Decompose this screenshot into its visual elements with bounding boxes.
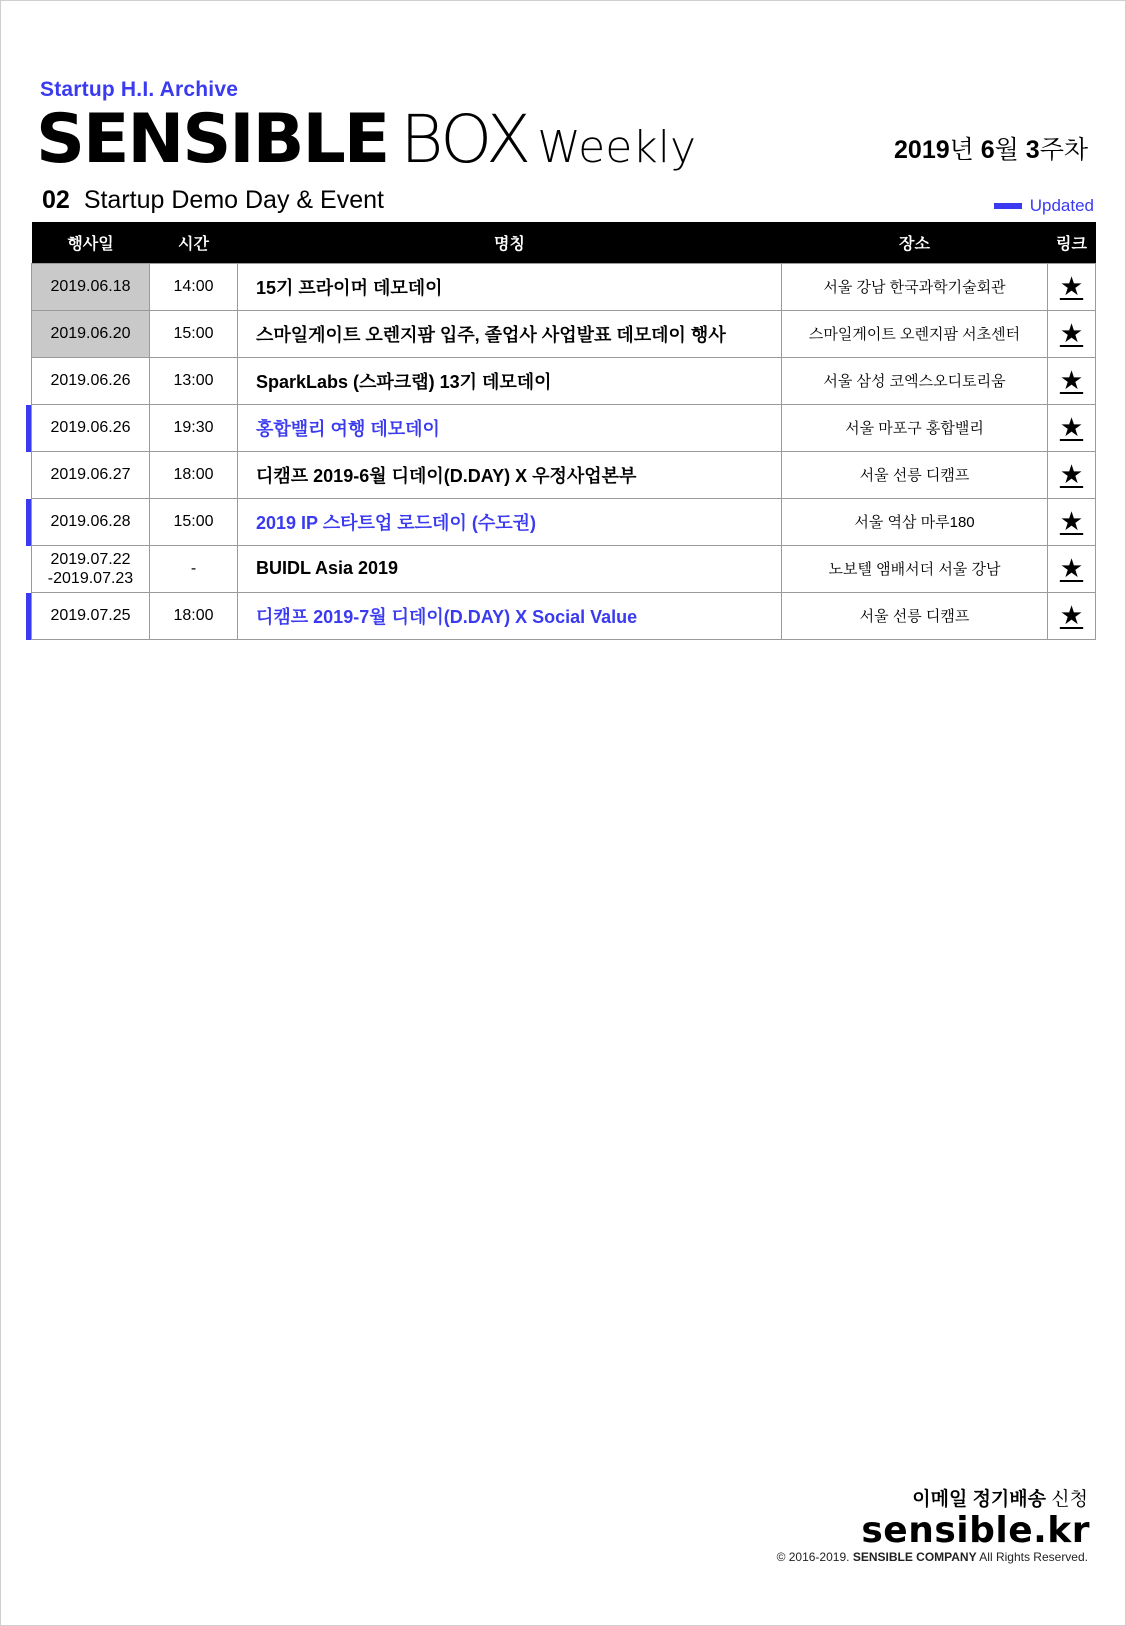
event-link[interactable] bbox=[1048, 545, 1096, 592]
brand-logo bbox=[36, 100, 697, 179]
archive-label: Startup H.I. Archive bbox=[40, 78, 239, 101]
issue-month-unit: 월 bbox=[994, 136, 1019, 164]
star-link-icon[interactable]: ★ bbox=[1059, 365, 1084, 395]
event-name: 홍합밸리 여행 데모데이 bbox=[238, 404, 782, 451]
subscribe-bold: 이메일 정기배송 bbox=[912, 1489, 1046, 1510]
issue-week-number: 3 bbox=[1025, 136, 1040, 164]
event-venue: 서울 역삼 마루180 bbox=[782, 498, 1048, 545]
copyright-years: © 2016-2019. bbox=[776, 1550, 850, 1564]
copyright-company: SENSIBLE COMPANY bbox=[852, 1550, 977, 1564]
table-row bbox=[32, 592, 1096, 639]
event-time: - bbox=[150, 545, 238, 592]
event-date: 2019.07.25 bbox=[32, 592, 150, 639]
event-link[interactable] bbox=[1048, 310, 1096, 357]
section-title bbox=[42, 186, 384, 215]
event-name: 2019 IP 스타트업 로드데이 (수도권) bbox=[238, 498, 782, 545]
updated-legend bbox=[994, 196, 1094, 216]
event-venue: 서울 강남 한국과학기술회관 bbox=[782, 263, 1048, 310]
header-venue: 장소 bbox=[782, 222, 1048, 263]
event-link[interactable] bbox=[1048, 498, 1096, 545]
updated-marker bbox=[26, 593, 31, 640]
event-time: 18:00 bbox=[150, 592, 238, 639]
event-time: 15:00 bbox=[150, 310, 238, 357]
event-link[interactable] bbox=[1048, 404, 1096, 451]
star-link-icon[interactable]: ★ bbox=[1059, 459, 1084, 489]
event-venue: 서울 삼성 코엑스오디토리움 bbox=[782, 357, 1048, 404]
event-table bbox=[31, 222, 1096, 640]
subscribe-text[interactable] bbox=[912, 1484, 1088, 1511]
copyright bbox=[777, 1550, 1088, 1564]
star-link-icon[interactable]: ★ bbox=[1059, 553, 1084, 583]
event-name: SparkLabs (스파크랩) 13기 데모데이 bbox=[238, 357, 782, 404]
star-link-icon[interactable]: ★ bbox=[1059, 412, 1084, 442]
event-date: 2019.06.28 bbox=[32, 498, 150, 545]
section-name: Startup Demo Day & Event bbox=[83, 186, 384, 214]
brand-weekly: Weekly bbox=[537, 122, 697, 173]
star-link-icon[interactable]: ★ bbox=[1059, 271, 1084, 301]
event-time: 19:30 bbox=[150, 404, 238, 451]
event-name: 디캠프 2019-6월 디데이(D.DAY) X 우정사업본부 bbox=[238, 451, 782, 498]
updated-marker bbox=[26, 499, 31, 546]
updated-label: Updated bbox=[1029, 196, 1094, 215]
star-link-icon[interactable]: ★ bbox=[1059, 600, 1084, 630]
issue-year-unit: 년 bbox=[949, 136, 974, 164]
event-time: 18:00 bbox=[150, 451, 238, 498]
event-date: 2019.06.26 bbox=[32, 357, 150, 404]
event-name: 15기 프라이머 데모데이 bbox=[238, 263, 782, 310]
section-number: 02 bbox=[42, 186, 70, 214]
event-date: 2019.06.20 bbox=[32, 310, 150, 357]
event-name: 디캠프 2019-7월 디데이(D.DAY) X Social Value bbox=[238, 592, 782, 639]
event-name: 스마일게이트 오렌지팜 입주, 졸업사 사업발표 데모데이 행사 bbox=[238, 310, 782, 357]
site-link[interactable]: sensible.kr bbox=[861, 1510, 1090, 1551]
header-time: 시간 bbox=[150, 222, 238, 263]
event-date: 2019.06.18 bbox=[32, 263, 150, 310]
copyright-rights: All Rights Reserved. bbox=[979, 1550, 1088, 1564]
brand-bold: SENSIBLE bbox=[36, 100, 389, 179]
header-date: 행사일 bbox=[32, 222, 150, 263]
event-date: 2019.06.26 bbox=[32, 404, 150, 451]
table-row bbox=[32, 545, 1096, 592]
table-row bbox=[32, 310, 1096, 357]
table-row bbox=[32, 357, 1096, 404]
event-time: 13:00 bbox=[150, 357, 238, 404]
star-link-icon[interactable]: ★ bbox=[1059, 506, 1084, 536]
table-row bbox=[32, 451, 1096, 498]
event-date: 2019.06.27 bbox=[32, 451, 150, 498]
event-venue: 서울 마포구 홍합밸리 bbox=[782, 404, 1048, 451]
event-date-end: -2019.07.23 bbox=[47, 569, 134, 587]
table-header-row bbox=[32, 222, 1096, 263]
brand-light: BOX bbox=[400, 101, 530, 178]
event-time: 14:00 bbox=[150, 263, 238, 310]
event-venue: 서울 선릉 디캠프 bbox=[782, 451, 1048, 498]
event-venue: 서울 선릉 디캠프 bbox=[782, 592, 1048, 639]
star-link-icon[interactable]: ★ bbox=[1059, 318, 1084, 348]
event-date bbox=[32, 545, 150, 592]
header-link: 링크 bbox=[1048, 222, 1096, 263]
event-link[interactable] bbox=[1048, 592, 1096, 639]
event-venue: 스마일게이트 오렌지팜 서초센터 bbox=[782, 310, 1048, 357]
updated-swatch bbox=[994, 203, 1022, 209]
table-row bbox=[32, 498, 1096, 545]
event-link[interactable] bbox=[1048, 451, 1096, 498]
subscribe-rest: 신청 bbox=[1051, 1489, 1088, 1510]
event-time: 15:00 bbox=[150, 498, 238, 545]
event-date-start: 2019.07.22 bbox=[50, 550, 131, 568]
updated-marker bbox=[26, 405, 31, 452]
table-row bbox=[32, 404, 1096, 451]
event-link[interactable] bbox=[1048, 357, 1096, 404]
event-name: BUIDL Asia 2019 bbox=[238, 545, 782, 592]
event-venue: 노보텔 앰배서더 서울 강남 bbox=[782, 545, 1048, 592]
issue-month: 6 bbox=[980, 136, 995, 164]
issue-week-unit: 주차 bbox=[1039, 136, 1088, 164]
table-row bbox=[32, 263, 1096, 310]
issue-year: 2019 bbox=[894, 136, 950, 164]
event-link[interactable] bbox=[1048, 263, 1096, 310]
issue-week bbox=[894, 130, 1088, 166]
header-name: 명칭 bbox=[238, 222, 782, 263]
